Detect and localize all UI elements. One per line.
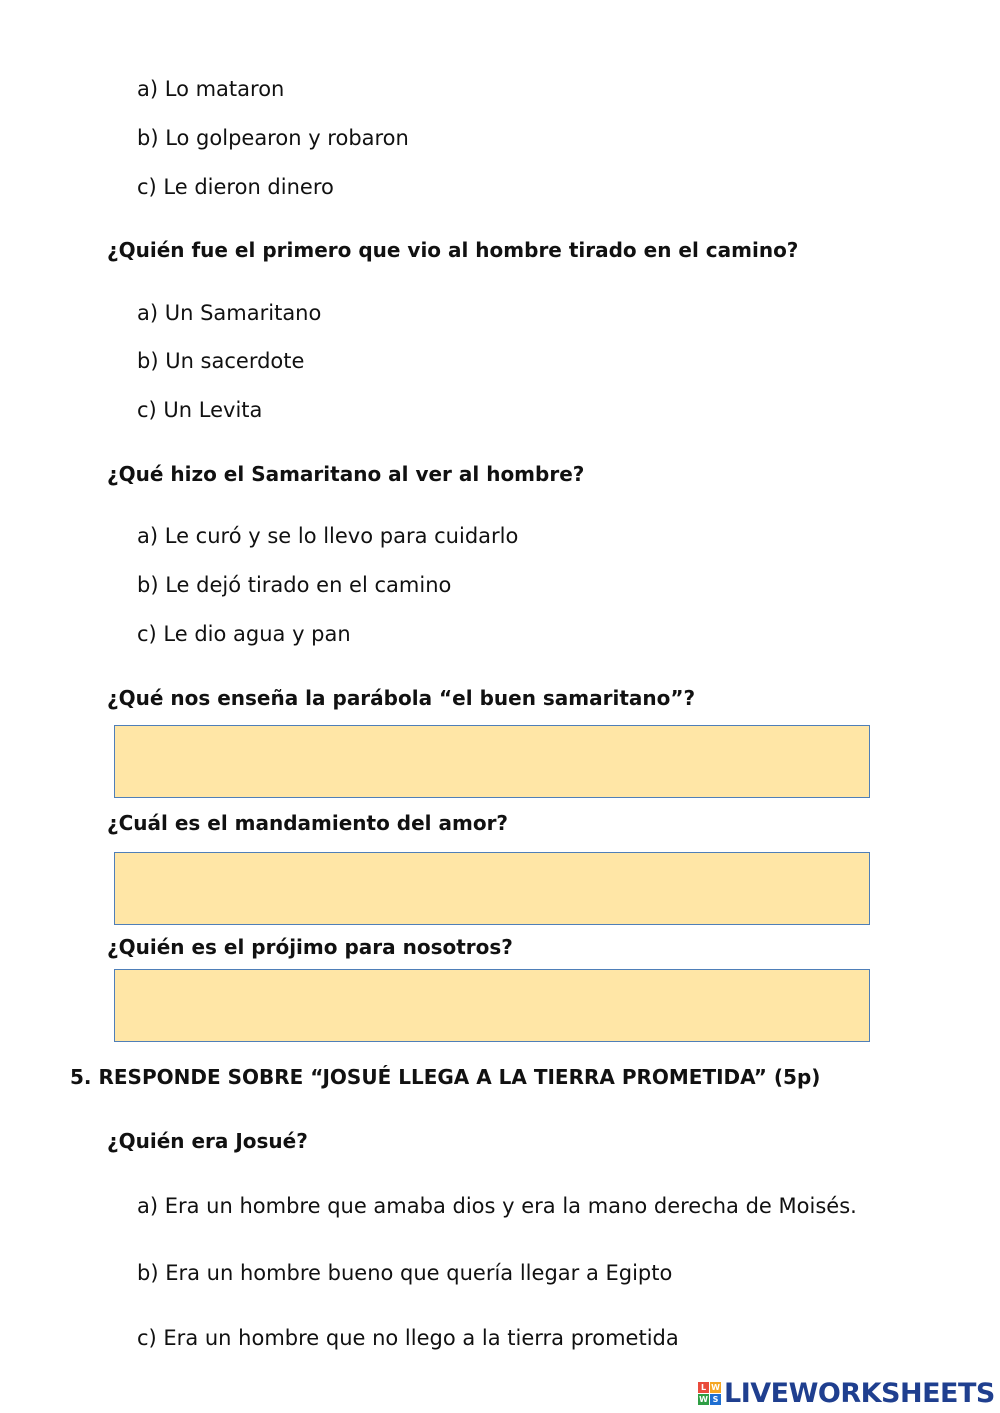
- option-q1-c[interactable]: c) Le dieron dinero: [137, 175, 334, 199]
- question-3: ¿Qué hizo el Samaritano al ver al hombre?: [107, 462, 585, 486]
- logo-tile: L: [698, 1382, 709, 1393]
- question-2: ¿Quién fue el primero que vio al hombre tirado en el camino?: [107, 238, 799, 262]
- logo-mark-icon: [698, 1382, 721, 1405]
- option-q2-b[interactable]: b) Un sacerdote: [137, 349, 305, 373]
- section-5-title: 5. RESPONDE SOBRE “JOSUÉ LLEGA A LA TIERRA PROMETIDA” (5p): [70, 1065, 821, 1089]
- option-q1-a[interactable]: a) Lo mataron: [137, 77, 285, 101]
- option-josue-a[interactable]: a) Era un hombre que amaba dios y era la mano derecha de Moisés.: [137, 1194, 857, 1218]
- option-q3-b[interactable]: b) Le dejó tirado en el camino: [137, 573, 452, 597]
- answer-box-q6[interactable]: [114, 969, 870, 1042]
- logo-text: LIVEWORKSHEETS: [724, 1377, 995, 1409]
- answer-box-q5[interactable]: [114, 852, 870, 925]
- question-6: ¿Quién es el prójimo para nosotros?: [107, 935, 513, 959]
- liveworksheets-logo: [698, 1376, 995, 1410]
- option-josue-c[interactable]: c) Era un hombre que no llego a la tierra prometida: [137, 1326, 679, 1350]
- option-josue-b[interactable]: b) Era un hombre bueno que quería llegar a Egipto: [137, 1261, 673, 1285]
- logo-tile: W: [711, 1382, 720, 1392]
- answer-box-q4[interactable]: [114, 725, 870, 798]
- question-4: ¿Qué nos enseña la parábola “el buen samaritano”?: [107, 686, 696, 710]
- question-5: ¿Cuál es el mandamiento del amor?: [107, 811, 509, 835]
- logo-tile: S: [710, 1394, 721, 1405]
- option-q3-c[interactable]: c) Le dio agua y pan: [137, 622, 351, 646]
- option-q2-a[interactable]: a) Un Samaritano: [137, 301, 322, 325]
- logo-tile: W: [699, 1394, 708, 1404]
- option-q1-b[interactable]: b) Lo golpearon y robaron: [137, 126, 409, 150]
- option-q3-a[interactable]: a) Le curó y se lo llevo para cuidarlo: [137, 524, 519, 548]
- option-q2-c[interactable]: c) Un Levita: [137, 398, 263, 422]
- question-josue: ¿Quién era Josué?: [107, 1129, 308, 1153]
